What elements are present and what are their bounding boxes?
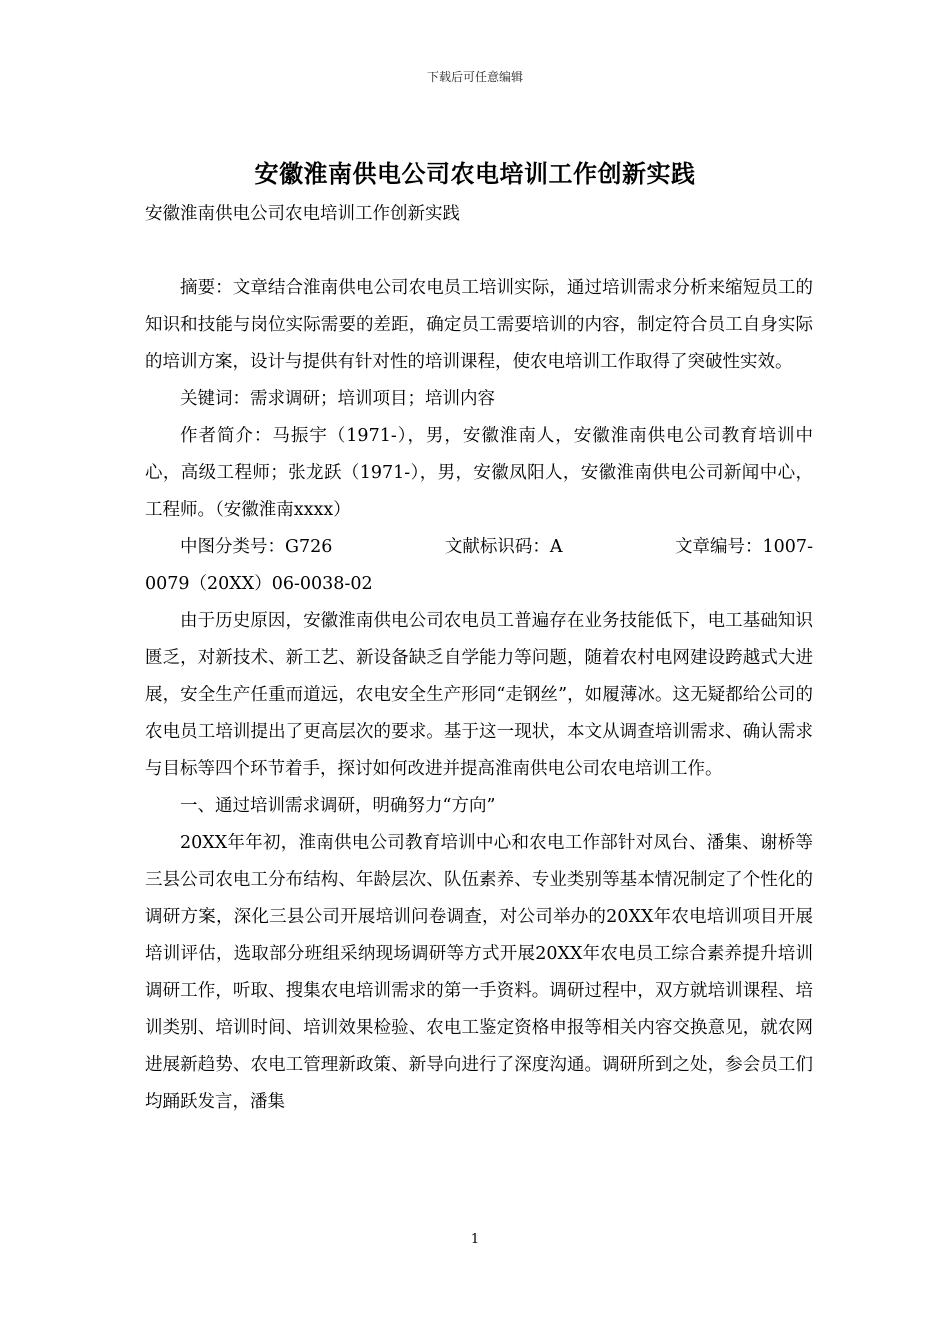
- article-number: 文章编号：1007-: [675, 537, 813, 557]
- subtitle: 安徽淮南供电公司农电培训工作创新实践: [145, 204, 460, 224]
- classification-line: [145, 529, 813, 566]
- header-note: 下载后可任意编辑: [426, 70, 523, 84]
- document-body: [145, 196, 813, 1121]
- body-paragraph-2: 20XX年年初，淮南供电公司教育培训中心和农电工作部针对凤台、潘集、谢桥等三县公司农电工分布结构、年龄层次、队伍素养、专业类别等基本情况制定了个性化的调研方案，深化三县公司开展培训问卷调查，对公司举办的20XX年农电培训项目开展培训评估，选取部分班组采纳现场调研等方式开展20XX年农电员工综合素养提升培训调研工作，听取、搜集农电培训需求的第一手资料。调研过程中，双方就培训课程、培训类别、培训时间、培训效果检验、农电工鉴定资格申报等相关内容交换意见，就农网进展新趋势、农电工管理新政策、新导向进行了深度沟通。调研所到之处，参会员工们均踊跃发言，潘集: [145, 833, 813, 1112]
- author-intro-paragraph: 作者简介：马振宇（1971-），男，安徽淮南人，安徽淮南供电公司教育培训中心，高级工程师；张龙跃（1971-），男，安徽凤阳人，安徽淮南供电公司新闻中心，工程师。（安徽淮南xxxx）: [145, 426, 813, 520]
- clc-number: 中图分类号：G726: [180, 537, 333, 557]
- body-paragraph-1: 由于历史原因，安徽淮南供电公司农电员工普遍存在业务技能低下，电工基础知识匮乏，对新技术、新工艺、新设备缺乏自学能力等问题，随着农村电网建设跨越式大进展，安全生产任重而道远，农电安全生产形同“走钢丝”，如履薄冰。这无疑都给公司的农电员工培训提出了更高层次的要求。基于这一现状，本文从调查培训需求、确认需求与目标等四个环节着手，探讨如何改进并提高淮南供电公司农电培训工作。: [145, 611, 813, 779]
- abstract-paragraph: 摘要：文章结合淮南供电公司农电员工培训实际，通过培训需求分析来缩短员工的知识和技能与岗位实际需要的差距，确定员工需要培训的内容，制定符合员工自身实际的培训方案，设计与提供有针对性的培训课程，使农电培训工作取得了突破性实效。: [145, 278, 813, 372]
- spacer: [145, 233, 813, 270]
- page-number: 1: [470, 1232, 480, 1247]
- keywords-line: 关键词：需求调研；培训项目；培训内容: [180, 389, 495, 409]
- article-number-continued: 0079（20XX）06-0038-02: [145, 574, 373, 594]
- page-title: 安徽淮南供电公司农电培训工作创新实践: [254, 159, 696, 188]
- document-code: 文献标识码：A: [444, 537, 563, 557]
- section-heading-1: 一、通过培训需求调研，明确努力“方向”: [180, 796, 496, 816]
